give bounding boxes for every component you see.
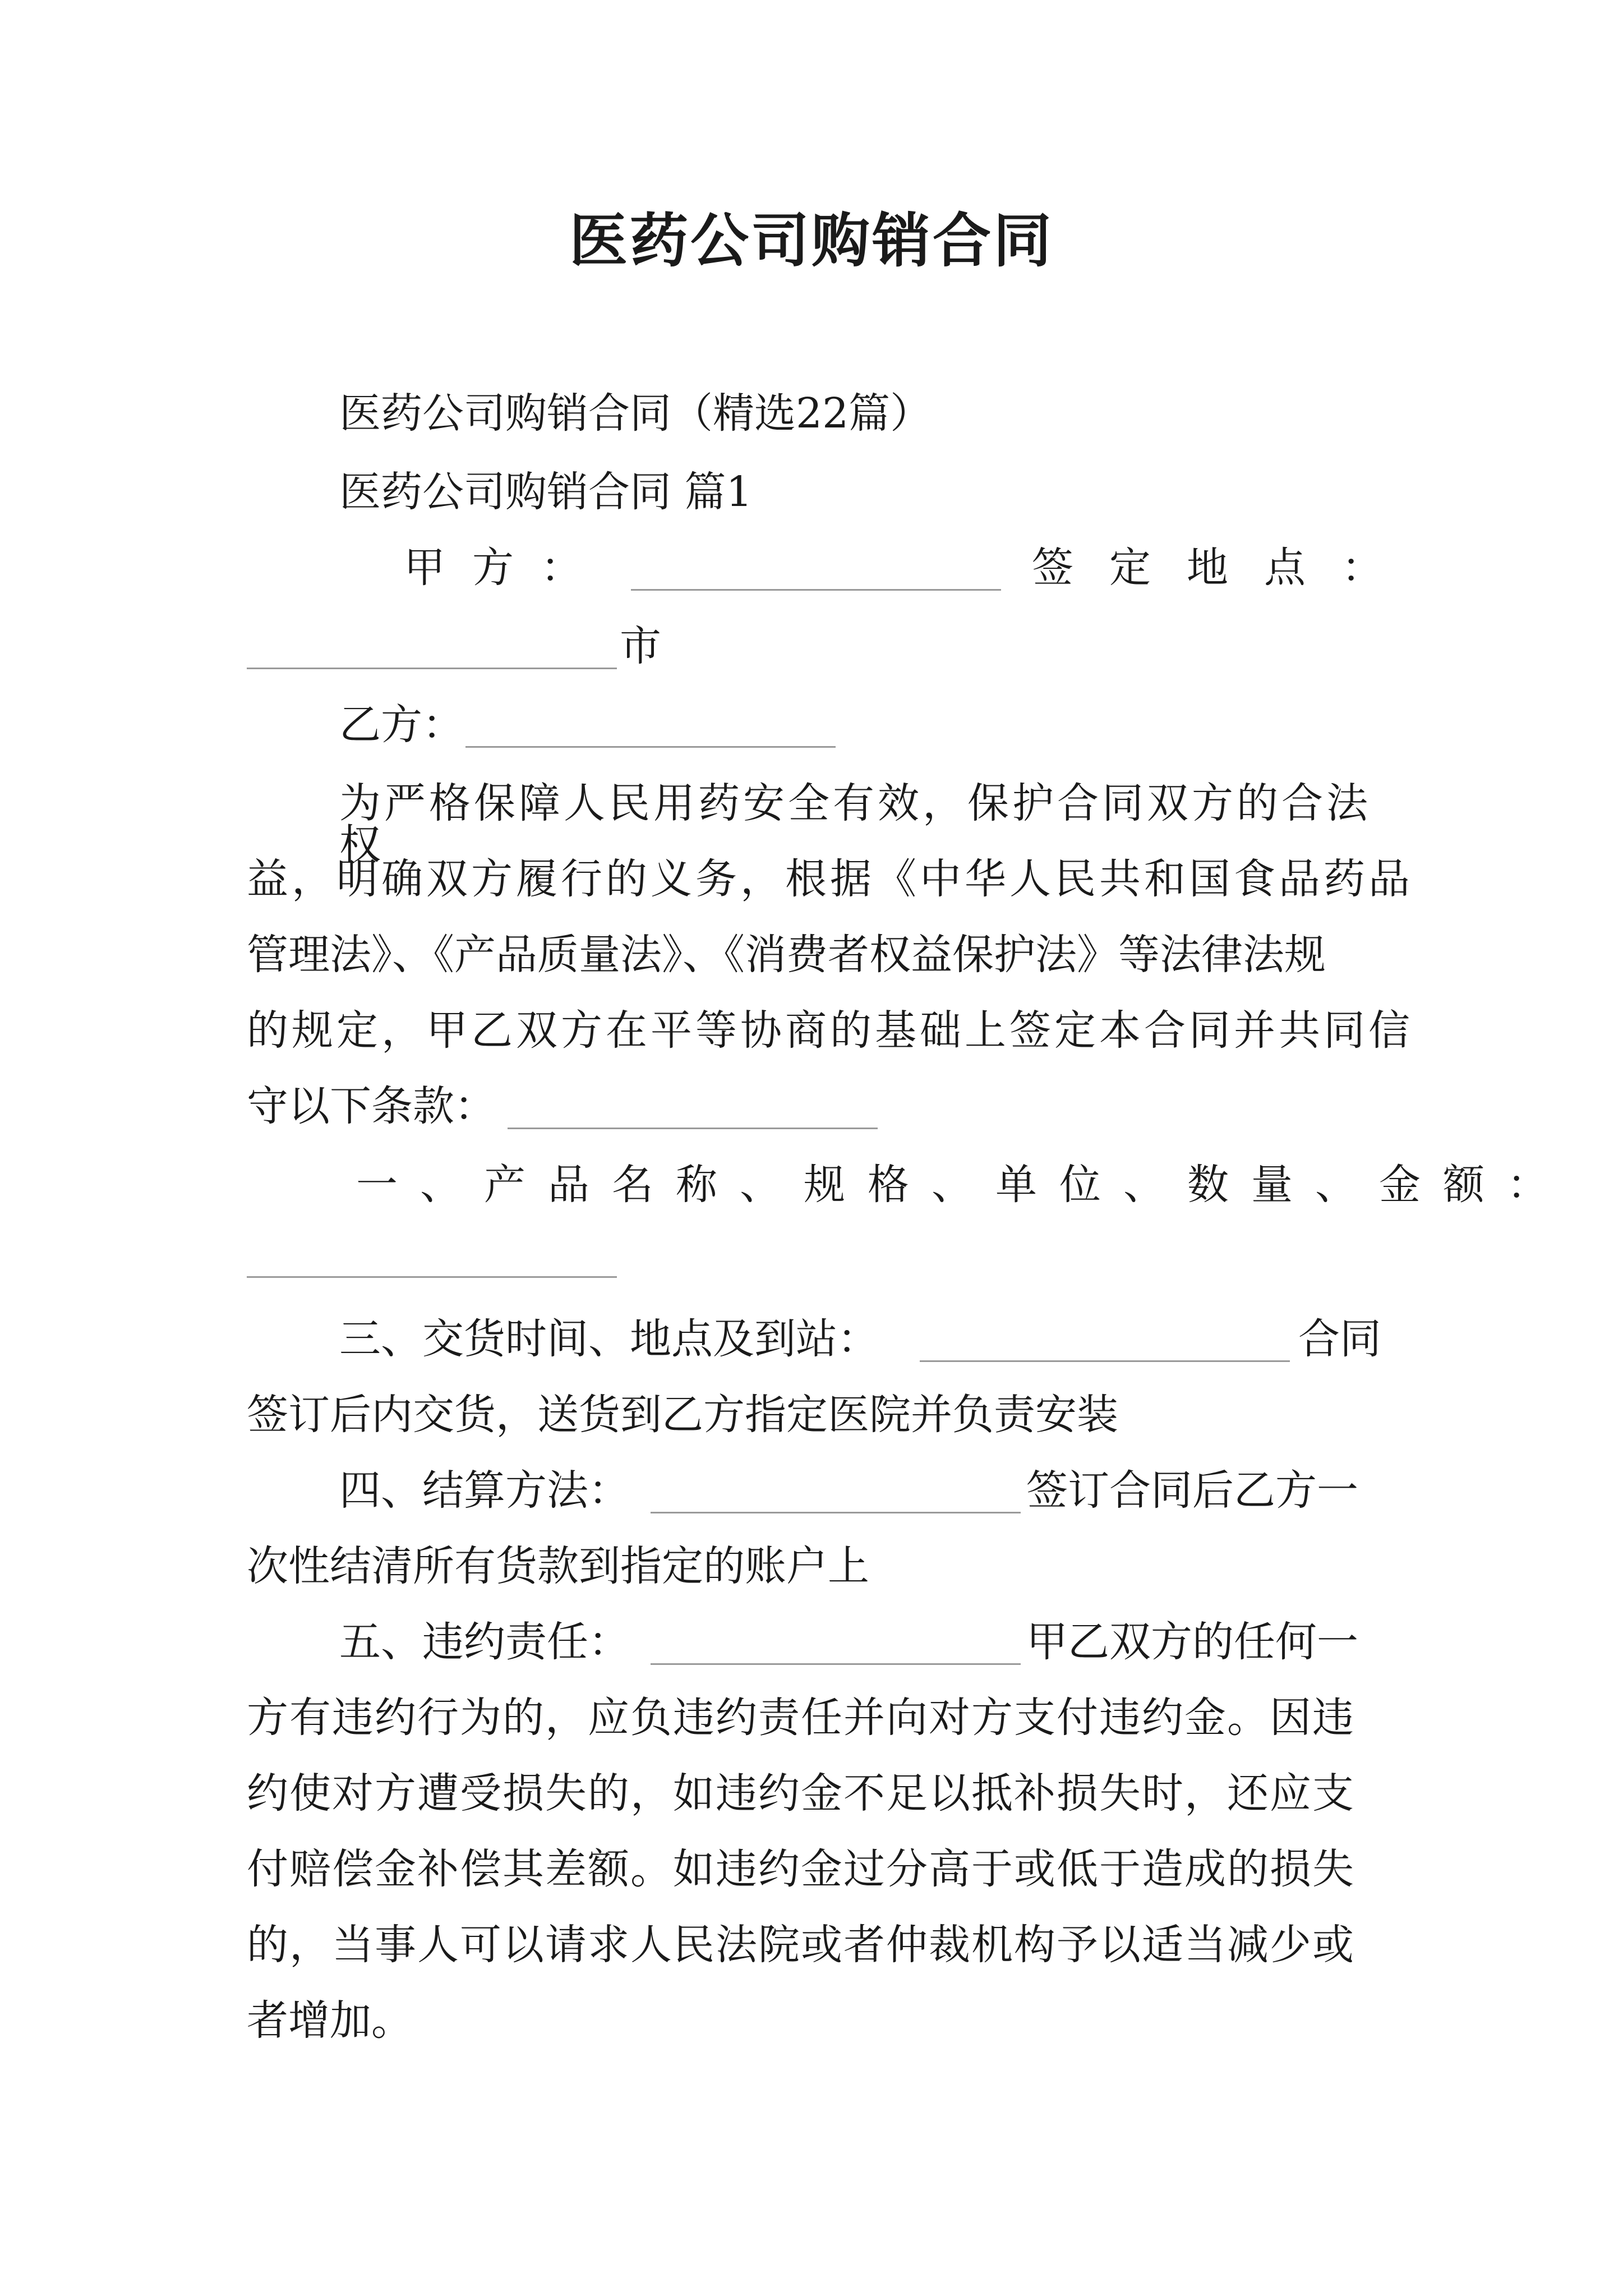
clause-4-line-2: 次性结清所有货款到指定的账户上 xyxy=(247,1542,869,1590)
clause-5-line-2: 约使对方遭受损失的，如违约金不足以抵补损失时，还应支 xyxy=(247,1769,1355,1818)
clause-4-label: 四、结算方法： xyxy=(339,1466,630,1515)
clause-3-tail: 合同 xyxy=(1298,1315,1381,1363)
clause-1: 一、产品名称、规格、单位、数量、金额： xyxy=(356,1161,1571,1209)
preamble-blank xyxy=(508,1094,878,1129)
clause-5-line-4: 的，当事人可以请求人民法院或者仲裁机构予以适当减少或 xyxy=(247,1921,1355,1969)
party-b-blank xyxy=(465,712,836,748)
clause-5-label: 五、违约责任： xyxy=(339,1618,630,1666)
clause-5-blank xyxy=(651,1630,1021,1665)
party-a-blank xyxy=(631,555,1001,591)
preamble-end: 守以下条款： xyxy=(247,1082,496,1130)
signing-place-label: 签定地点： xyxy=(1032,544,1419,592)
preamble-line-4: 的规定，甲乙双方在平等协商的基础上签定本合同并共同信 xyxy=(247,1006,1413,1055)
clause-5-line-3: 付赔偿金补偿其差额。如违约金过分高于或低于造成的损失 xyxy=(247,1845,1355,1893)
clause-4-blank xyxy=(651,1478,1021,1513)
party-b-label: 乙方： xyxy=(339,701,464,749)
clause-3-label: 三、交货时间、地点及到站： xyxy=(339,1315,879,1363)
signing-place-blank xyxy=(247,634,617,669)
party-a-label: 甲方： xyxy=(404,544,609,592)
preamble-line-3: 管理法》、《产品质量法》、《消费者权益保护法》等法律法规 xyxy=(247,931,1326,979)
subtitle: 医药公司购销合同（精选22篇） xyxy=(339,389,932,438)
section-heading: 医药公司购销合同 篇1 xyxy=(339,468,753,516)
clause-3-blank xyxy=(920,1327,1290,1362)
preamble-text: 为严格保障人民用药安全有效，保护合同双方的合法权 xyxy=(339,779,1371,869)
preamble-line-1 xyxy=(339,779,1385,869)
clause-1-blank xyxy=(247,1243,617,1278)
document-title: 医药公司购销合同 xyxy=(569,206,1054,275)
preamble-line-2: 益，明确双方履行的义务，根据《中华人民共和国食品药品 xyxy=(247,855,1413,903)
clause-5-end: 者增加。 xyxy=(247,1996,413,2045)
clause-3-line-2: 签订后内交货，送货到乙方指定医院并负责安装 xyxy=(247,1391,1118,1439)
clause-5-tail: 甲乙双方的任何一 xyxy=(1026,1618,1358,1666)
city-suffix: 市 xyxy=(620,622,661,670)
clause-4-tail: 签订合同后乙方一 xyxy=(1026,1466,1358,1515)
clause-5-line-1: 方有违约行为的，应负违约责任并向对方支付违约金。因违 xyxy=(247,1694,1355,1742)
